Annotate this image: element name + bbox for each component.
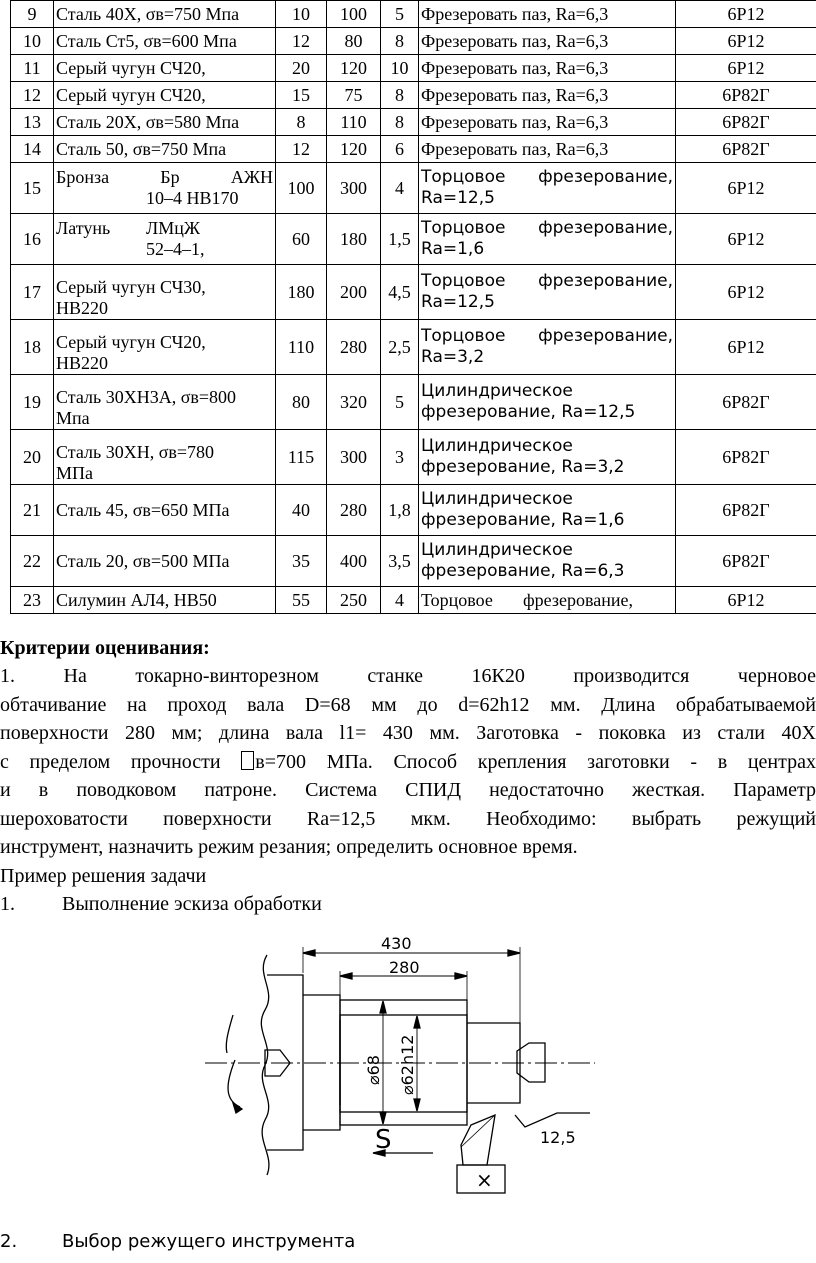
step-number: 2. [0, 1231, 18, 1252]
diameter-cell: 20 [276, 55, 327, 82]
operation-cell [419, 214, 676, 265]
diameter-cell: 15 [276, 82, 327, 109]
material-cell: Сталь 45, σв=650 МПа [54, 485, 276, 536]
operation-text: фрезерование, [538, 218, 673, 238]
row-number: 12 [11, 82, 54, 109]
operation-cell: Фрезеровать паз, Ra=6,3 [419, 82, 676, 109]
material-text: Бр [160, 167, 180, 187]
machine-cell: 6Р82Г [676, 136, 816, 163]
task-text-line: обтачивание на проход вала D=68 мм до d=62h12 мм. Длина обрабатываемой [0, 693, 816, 716]
allowance-cell: 4 [381, 587, 419, 614]
machine-cell: 6Р82Г [676, 485, 816, 536]
operation-text: Торцовое [421, 589, 493, 610]
operation-cell [419, 163, 676, 214]
rotation-arrow [228, 1060, 240, 1107]
operation-text: Ra=3,2 [421, 347, 485, 367]
machine-cell: 6Р82Г [676, 82, 816, 109]
row-number: 16 [11, 214, 54, 265]
operation-cell [419, 536, 676, 587]
row-number: 23 [11, 587, 54, 614]
task-text-line: шероховатости поверхности Ra=12,5 мкм. Необходимо: выбрать режущий [0, 807, 816, 830]
material-text: ЛМцЖ [146, 218, 200, 238]
operation-cell [419, 485, 676, 536]
step-2 [0, 1231, 355, 1252]
material-cell [54, 163, 276, 214]
criteria-heading: Критерии оценивания: [0, 637, 210, 659]
length-cell: 320 [327, 375, 381, 430]
material-cell [54, 375, 276, 430]
turning-sketch [195, 935, 605, 1205]
table-row [11, 430, 816, 485]
dim-280-label: 280 [389, 958, 420, 977]
material-text: 52–4–1, [146, 239, 205, 259]
task-text-part: в=700 МПа. Способ крепления заготовки - в центрах [255, 750, 816, 773]
material-text: МПа [56, 463, 93, 483]
step-number: 1. [0, 892, 15, 915]
length-cell: 80 [327, 28, 381, 55]
table-row [11, 485, 816, 536]
row-number: 10 [11, 28, 54, 55]
roughness-label: 12,5 [540, 1128, 576, 1147]
machine-cell: 6Р82Г [676, 536, 816, 587]
allowance-cell: 8 [381, 82, 419, 109]
material-cell: Сталь 50, σв=750 Мпа [54, 136, 276, 163]
machine-cell: 6Р12 [676, 1, 816, 28]
allowance-cell: 8 [381, 109, 419, 136]
operation-text: фрезерование, Ra=1,6 [421, 510, 625, 530]
allowance-cell: 5 [381, 375, 419, 430]
operation-text: фрезерование, Ra=6,3 [421, 561, 625, 581]
operation-text: фрезерование, [538, 326, 673, 346]
operation-text: Торцовое [421, 167, 506, 187]
table-row [11, 265, 816, 320]
roughness-sign [515, 1113, 590, 1127]
length-cell: 280 [327, 320, 381, 375]
material-cell: Серый чугун СЧ20, [54, 82, 276, 109]
diameter-cell: 115 [276, 430, 327, 485]
material-text: Мпа [56, 408, 90, 428]
material-text: Сталь 30ХН3А, σв=800 [56, 387, 237, 407]
missing-glyph-box [241, 751, 254, 770]
material-text: Серый чугун СЧ20, [56, 332, 206, 352]
allowance-cell: 1,8 [381, 485, 419, 536]
operation-cell [419, 375, 676, 430]
material-text: Серый чугун СЧ30, [56, 277, 206, 297]
row-number: 17 [11, 265, 54, 320]
table-row [11, 28, 816, 55]
material-text: Бронза [56, 167, 110, 187]
length-cell: 300 [327, 430, 381, 485]
operation-cell [419, 430, 676, 485]
length-cell: 120 [327, 136, 381, 163]
diameter-cell: 40 [276, 485, 327, 536]
operation-text: фрезерование, [523, 589, 633, 610]
diameter-cell: 100 [276, 163, 327, 214]
cross-mark: × [476, 1168, 493, 1192]
material-cell: Сталь Ст5, σв=600 Мпа [54, 28, 276, 55]
operation-cell [419, 587, 676, 614]
diameter-cell: 55 [276, 587, 327, 614]
operation-text: Цилиндрическое [421, 436, 573, 456]
material-text: НВ220 [56, 353, 109, 373]
operation-cell: Фрезеровать паз, Ra=6,3 [419, 1, 676, 28]
allowance-cell: 10 [381, 55, 419, 82]
row-number: 22 [11, 536, 54, 587]
machine-cell: 6Р82Г [676, 430, 816, 485]
feed-label: S [375, 1125, 392, 1155]
operation-text: Цилиндрическое [421, 489, 573, 509]
machine-cell: 6Р82Г [676, 109, 816, 136]
task-text-line: и в поводковом патроне. Система СПИД недостаточно жесткая. Параметр [0, 779, 816, 801]
operation-text: фрезерование, Ra=3,2 [421, 457, 625, 477]
material-text: Сталь 30ХН, σв=780 [56, 442, 215, 462]
criteria-section [0, 634, 816, 918]
operation-text: Торцовое [421, 271, 506, 291]
task-text-part: с пределом прочности [0, 750, 221, 773]
step-title: Выбор режущего инструмента [62, 1231, 356, 1252]
table-row [11, 1, 816, 28]
example-heading: Пример решения задачи [0, 864, 207, 887]
material-cell [54, 320, 276, 375]
allowance-cell: 1,5 [381, 214, 419, 265]
allowance-cell: 3 [381, 430, 419, 485]
row-number: 14 [11, 136, 54, 163]
table-row [11, 136, 816, 163]
allowance-cell: 4 [381, 163, 419, 214]
operation-text: Цилиндрическое [421, 381, 573, 401]
length-cell: 180 [327, 214, 381, 265]
diameter-cell: 80 [276, 375, 327, 430]
material-cell: Сталь 20Х, σв=580 Мпа [54, 109, 276, 136]
operation-text: фрезерование, Ra=12,5 [421, 402, 636, 422]
row-number: 21 [11, 485, 54, 536]
table-row [11, 163, 816, 214]
step-1 [0, 890, 816, 918]
material-text: АЖН [230, 167, 273, 187]
material-text: Латунь [56, 218, 111, 238]
dia-D-label: ⌀68 [364, 1055, 383, 1085]
operation-cell: Фрезеровать паз, Ra=6,3 [419, 109, 676, 136]
operation-text: Торцовое [421, 218, 506, 238]
operation-cell: Фрезеровать паз, Ra=6,3 [419, 28, 676, 55]
specification-table [10, 0, 816, 614]
shaft-left-journal [303, 995, 340, 1130]
operation-text: фрезерование, [538, 271, 673, 291]
diameter-cell: 12 [276, 136, 327, 163]
row-number: 11 [11, 55, 54, 82]
allowance-cell: 5 [381, 1, 419, 28]
operation-cell: Фрезеровать паз, Ra=6,3 [419, 136, 676, 163]
operation-text: Торцовое [421, 326, 506, 346]
operation-text: Цилиндрическое [421, 540, 573, 560]
diameter-cell: 110 [276, 320, 327, 375]
task-text-line [0, 748, 816, 777]
operation-text: фрезерование, [538, 167, 673, 187]
diameter-cell: 8 [276, 109, 327, 136]
operation-cell [419, 320, 676, 375]
machine-cell: 6Р12 [676, 28, 816, 55]
material-cell [54, 214, 276, 265]
table-row [11, 536, 816, 587]
allowance-cell: 4,5 [381, 265, 419, 320]
allowance-cell: 3,5 [381, 536, 419, 587]
tailstock-center [517, 1043, 545, 1082]
table-row [11, 109, 816, 136]
material-cell: Серый чугун СЧ20, [54, 55, 276, 82]
length-cell: 200 [327, 265, 381, 320]
diameter-cell: 10 [276, 1, 327, 28]
row-number: 9 [11, 1, 54, 28]
table-row [11, 320, 816, 375]
material-text: НВ220 [56, 298, 109, 318]
row-number: 13 [11, 109, 54, 136]
material-cell: Силумин АЛ4, НВ50 [54, 587, 276, 614]
dia-d-label: ⌀62h12 [398, 1034, 417, 1095]
material-cell [54, 430, 276, 485]
allowance-cell: 6 [381, 136, 419, 163]
length-cell: 280 [327, 485, 381, 536]
material-cell: Сталь 20, σв=500 МПа [54, 536, 276, 587]
table-row [11, 375, 816, 430]
length-cell: 120 [327, 55, 381, 82]
dim-430-label: 430 [381, 935, 412, 953]
length-cell: 100 [327, 1, 381, 28]
cutting-tool [461, 1115, 495, 1165]
machine-cell: 6Р82Г [676, 375, 816, 430]
diameter-cell: 35 [276, 536, 327, 587]
length-cell: 75 [327, 82, 381, 109]
task-text-line: поверхности 280 мм; длина вала l1= 430 мм. Заготовка - поковка из стали 40Х [0, 722, 816, 744]
row-number: 15 [11, 163, 54, 214]
step-title: Выполнение эскиза обработки [62, 892, 322, 915]
operation-cell [419, 265, 676, 320]
allowance-cell: 2,5 [381, 320, 419, 375]
material-text: 10–4 НВ170 [146, 188, 239, 208]
machine-cell: 6Р12 [676, 214, 816, 265]
table-row [11, 82, 816, 109]
machine-cell: 6Р12 [676, 320, 816, 375]
chuck-body [267, 975, 303, 1150]
length-cell: 400 [327, 536, 381, 587]
diameter-cell: 180 [276, 265, 327, 320]
diameter-cell: 12 [276, 28, 327, 55]
machine-cell: 6Р12 [676, 55, 816, 82]
table-row [11, 214, 816, 265]
operation-text: Ra=12,5 [421, 292, 495, 312]
operation-text: Ra=12,5 [421, 188, 495, 208]
row-number: 18 [11, 320, 54, 375]
allowance-cell: 8 [381, 28, 419, 55]
task-text-line: 1. На токарно-винторезном станке 16К20 производится черновое [0, 665, 816, 687]
length-cell: 300 [327, 163, 381, 214]
operation-cell: Фрезеровать паз, Ra=6,3 [419, 55, 676, 82]
material-cell [54, 265, 276, 320]
length-cell: 110 [327, 109, 381, 136]
machine-cell: 6Р12 [676, 587, 816, 614]
machine-cell: 6Р12 [676, 163, 816, 214]
table-row [11, 587, 816, 614]
table-row [11, 55, 816, 82]
diameter-cell: 60 [276, 214, 327, 265]
operation-text: Ra=1,6 [421, 239, 485, 259]
machine-cell: 6Р12 [676, 265, 816, 320]
material-cell: Сталь 40Х, σв=750 Мпа [54, 1, 276, 28]
length-cell: 250 [327, 587, 381, 614]
row-number: 20 [11, 430, 54, 485]
row-number: 19 [11, 375, 54, 430]
task-text-line: инструмент, назначить режим резания; определить основное время. [0, 836, 578, 858]
